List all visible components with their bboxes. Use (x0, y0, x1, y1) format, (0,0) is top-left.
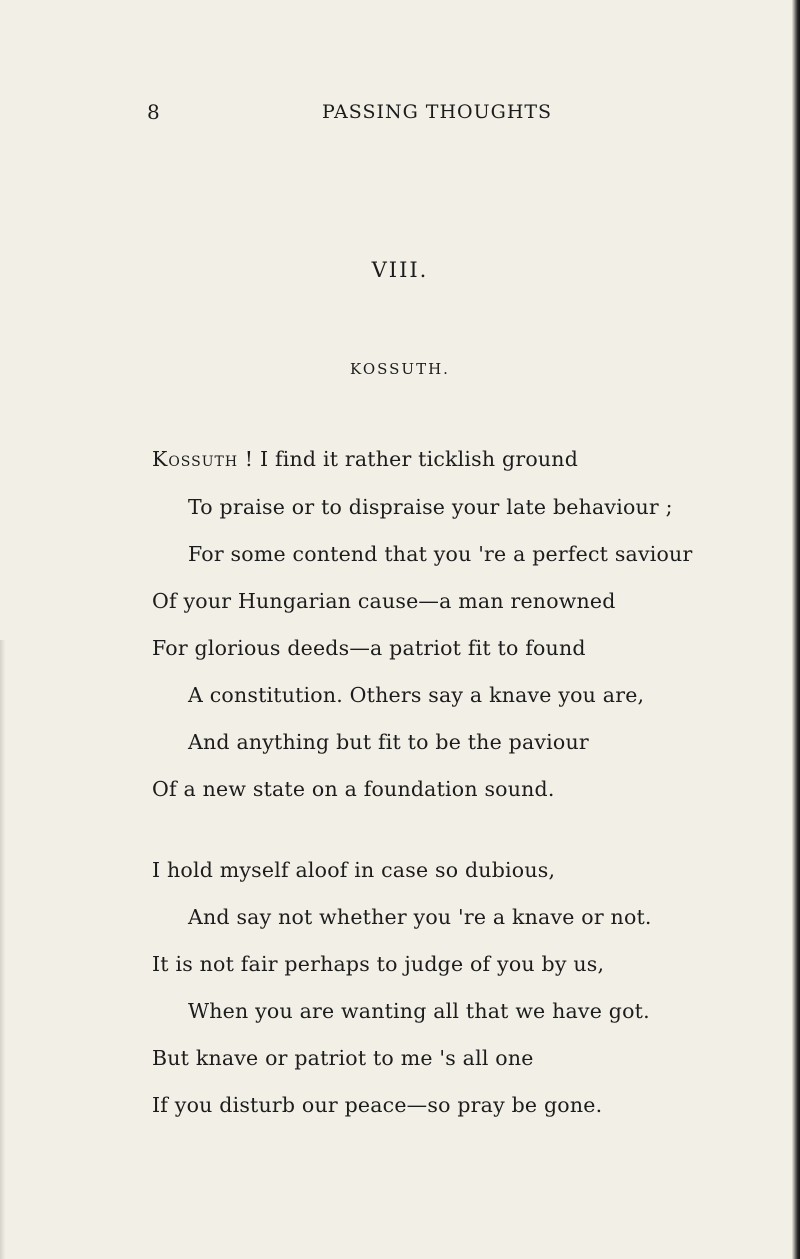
poem-line: When you are wanting all that we have got. (188, 999, 650, 1023)
page-number: 8 (147, 100, 161, 124)
page-edge-left (0, 640, 5, 1259)
poem-line: I hold myself aloof in case so dubious, (152, 858, 556, 882)
poem-line: And say not whether you 're a knave or not. (188, 905, 652, 929)
poem-line: To praise or to dispraise your late behaviour ; (188, 495, 673, 519)
poem-line: For some contend that you 're a perfect saviour (188, 542, 693, 566)
poem-line: Of your Hungarian cause—a man renowned (152, 589, 616, 613)
running-title: PASSING THOUGHTS (322, 101, 553, 123)
section-number: VIII. (371, 258, 429, 282)
poem-line: But knave or patriot to me 's all one (152, 1046, 534, 1070)
poem-line-lead: Kossuth (152, 447, 239, 471)
section-title: KOSSUTH. (350, 360, 450, 378)
poem-line: It is not fair perhaps to judge of you by us, (152, 952, 605, 976)
poem-line: If you disturb our peace—so pray be gone. (152, 1093, 603, 1117)
poem-line-text: ! I find it rather ticklish ground (238, 447, 579, 471)
poem-line: And anything but fit to be the paviour (188, 730, 589, 754)
poem-line (152, 447, 578, 471)
page-edge-right (792, 0, 800, 1259)
poem-line: Of a new state on a foundation sound. (152, 777, 555, 801)
poem-line: For glorious deeds—a patriot fit to found (152, 636, 586, 660)
poem-line: A constitution. Others say a knave you are, (188, 683, 645, 707)
